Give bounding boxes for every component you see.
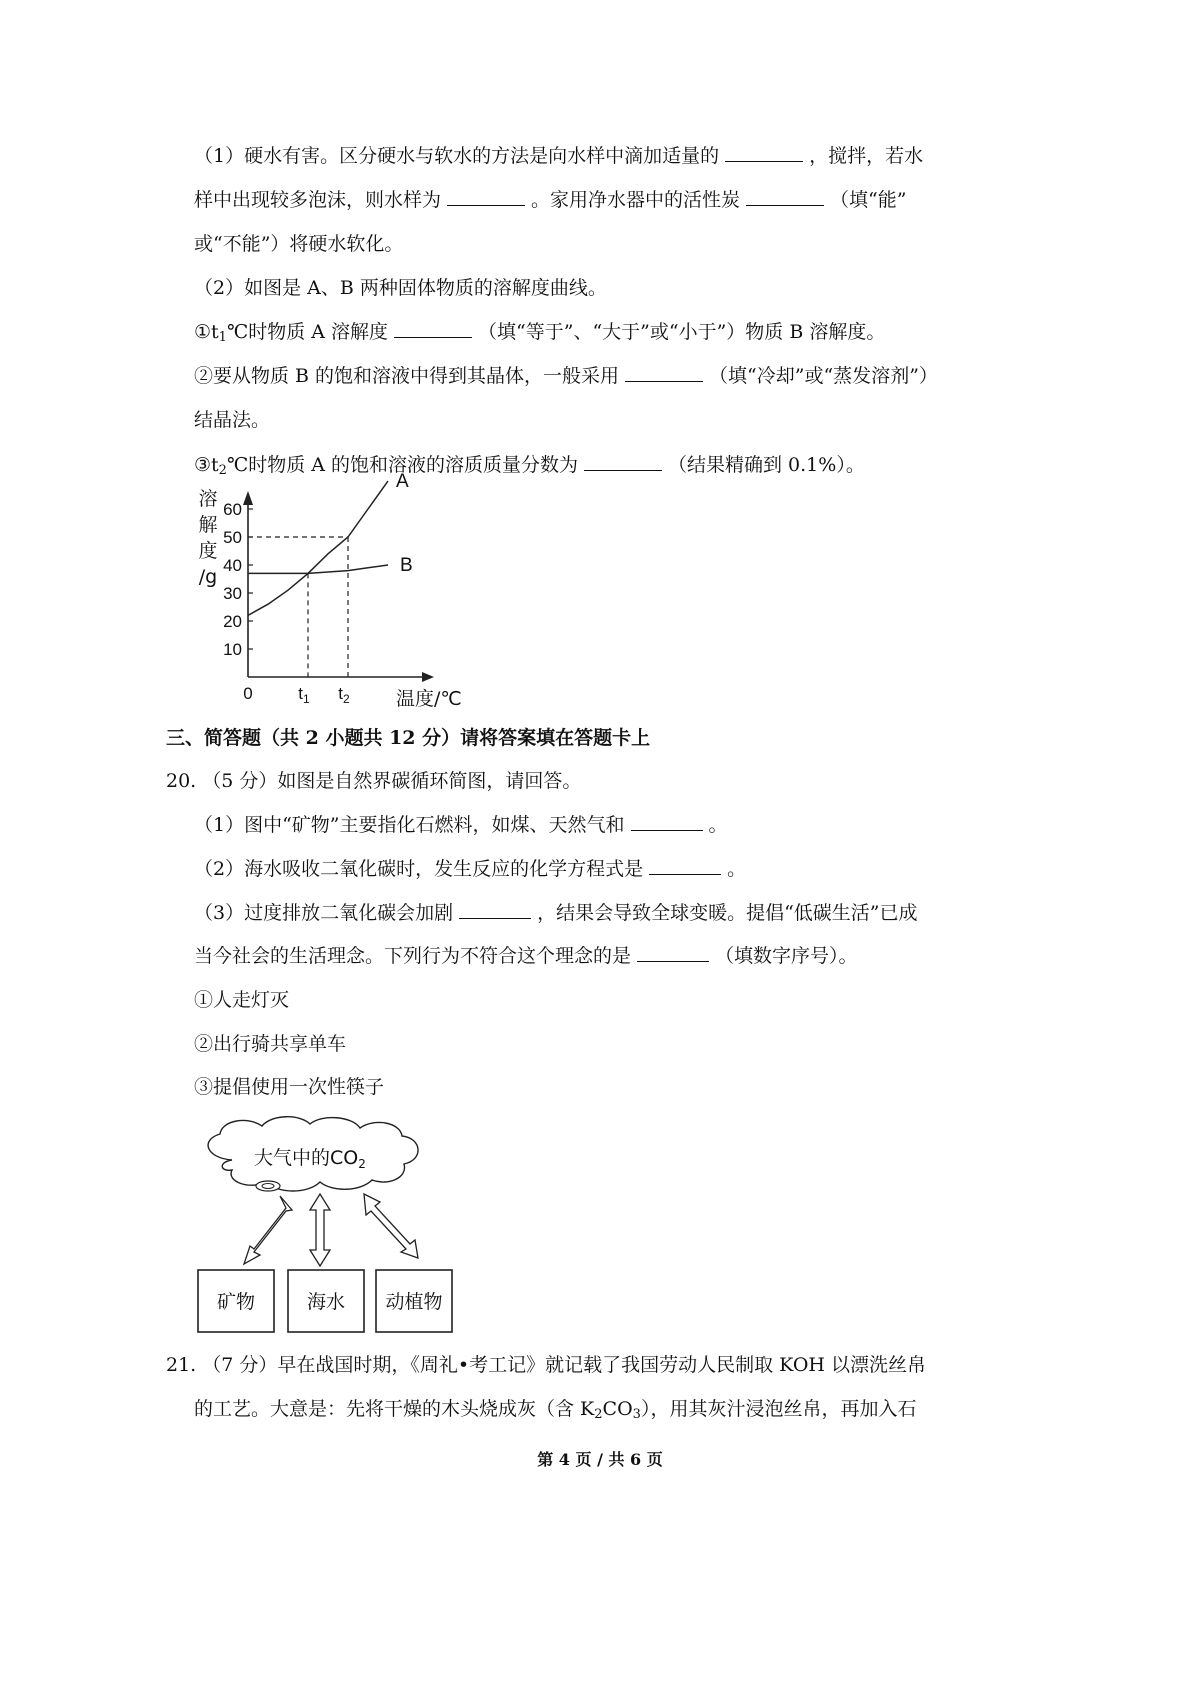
y-tick-label: 40 [223,556,242,575]
svg-text:海水: 海水 [306,1291,346,1313]
series-label-B: B [400,555,413,576]
x-axis-arrow [422,672,434,682]
y-tick-label: 10 [223,640,242,659]
q21-line1: 21. （7 分）早在战国时期，《周礼•考工记》就记载了我国劳动人民制取 KOH 以漂洗丝帛 [166,1354,927,1376]
answer-blank[interactable] [725,143,803,162]
y-label-char: 溶 [198,488,218,510]
arrow-minerals [244,1196,292,1264]
q20-option-3: ③提倡使用一次性筷子 [194,1076,385,1098]
q20-option-2: ②出行骑共享单车 [194,1033,347,1055]
y-tick-label: 50 [223,528,242,547]
x-tick-labels [243,684,461,710]
y-tick-label: 20 [223,612,242,631]
answer-blank[interactable] [746,187,824,206]
answer-blank[interactable] [625,363,703,382]
carbon-cycle-diagram [192,1118,482,1348]
chart-series [248,471,413,615]
arrow-seawater [310,1194,330,1266]
answer-blank[interactable] [394,319,472,338]
q19-sub3: $③t_2℃$时物质 A 的饱和溶液的溶质质量分数为 （结果精确到 0.1%）。 [194,454,865,478]
answer-blank[interactable] [459,900,531,919]
box-seawater [288,1270,364,1332]
q20-part1: （1）图中“矿物”主要指化石燃料，如煤、天然气和 。 [194,814,728,836]
y-axis-arrow [243,491,253,505]
section-heading: 三、简答题（共 2 小题共 12 分）请将答案填在答题卡上 [166,727,651,749]
q19-part2-intro: （2）如图是 A、B 两种固体物质的溶解度曲线。 [194,277,607,299]
q21-line2: 的工艺。大意是：先将干燥的木头烧成灰（含 $K_2CO_3$），用其灰汁浸泡丝帛，再加入石 [194,1398,917,1422]
answer-blank[interactable] [584,452,662,471]
answer-blank[interactable] [631,812,703,831]
q19-sub2-line1: ②要从物质 B 的饱和溶液中得到其晶体，一般采用 （填“冷却”或“蒸发溶剂”） [194,365,938,387]
svg-text:矿物: 矿物 [216,1291,256,1313]
page-footer: 第 4 页 / 共 6 页 [537,1450,663,1469]
q19-part1-line2: 样中出现较多泡沫，则水样为 。家用净水器中的活性炭 （填“能” [194,189,907,211]
y-tick-label: 60 [223,500,242,519]
box-plants-animals [376,1270,452,1332]
y-label-char: 度 [198,540,218,562]
origin-label: 0 [243,684,253,703]
chart-axes [243,491,434,682]
q20-part2: （2）海水吸收二氧化碳时，发生反应的化学方程式是 。 [194,858,747,880]
answer-blank[interactable] [447,187,525,206]
q19-part1-line3: 或“不能”）将硬水软化。 [194,233,404,255]
q20-option-1: ①人走灯灭 [194,989,290,1011]
series-line-B [248,565,388,573]
answer-blank[interactable] [649,856,721,875]
cloud-small-mark [256,1181,280,1191]
answer-blank[interactable] [637,943,709,962]
y-axis-label [198,488,217,588]
solubility-chart [190,471,490,715]
q19-part1-line1: （1）硬水有害。区分硬水与软水的方法是向水样中滴加适量的 ，搅拌，若水 [194,145,924,167]
q20-part3-line2: 当今社会的生活理念。下列行为不符合这个理念的是 （填数字序号）。 [194,945,858,967]
x-tick-label: $t_1$ [298,684,310,706]
q19-sub1: $①t_1℃$时物质 A 溶解度 （填“等于”、“大于”或“小于”）物质 B 溶解度。 [194,321,886,345]
series-line-A [248,481,388,615]
cloud-text: 大气中的$CO_2$ [254,1147,366,1171]
box-minerals [198,1270,274,1332]
y-tick-label: 30 [223,584,242,603]
arrow-plants-animals [364,1194,418,1258]
y-label-char: /g [198,566,218,588]
q19-sub2-line2: 结晶法。 [194,409,271,431]
svg-text:动植物: 动植物 [385,1291,443,1313]
series-label-A: A [396,471,409,492]
q20-heading: 20. （5 分）如图是自然界碳循环简图，请回答。 [166,770,582,792]
x-axis-label: 温度/℃ [396,688,462,710]
q20-part3-line1: （3）过度排放二氧化碳会加剧 ，结果会导致全球变暖。提倡“低碳生活”已成 [194,902,918,924]
x-tick-label: $t_2$ [338,684,350,706]
y-label-char: 解 [198,514,218,536]
